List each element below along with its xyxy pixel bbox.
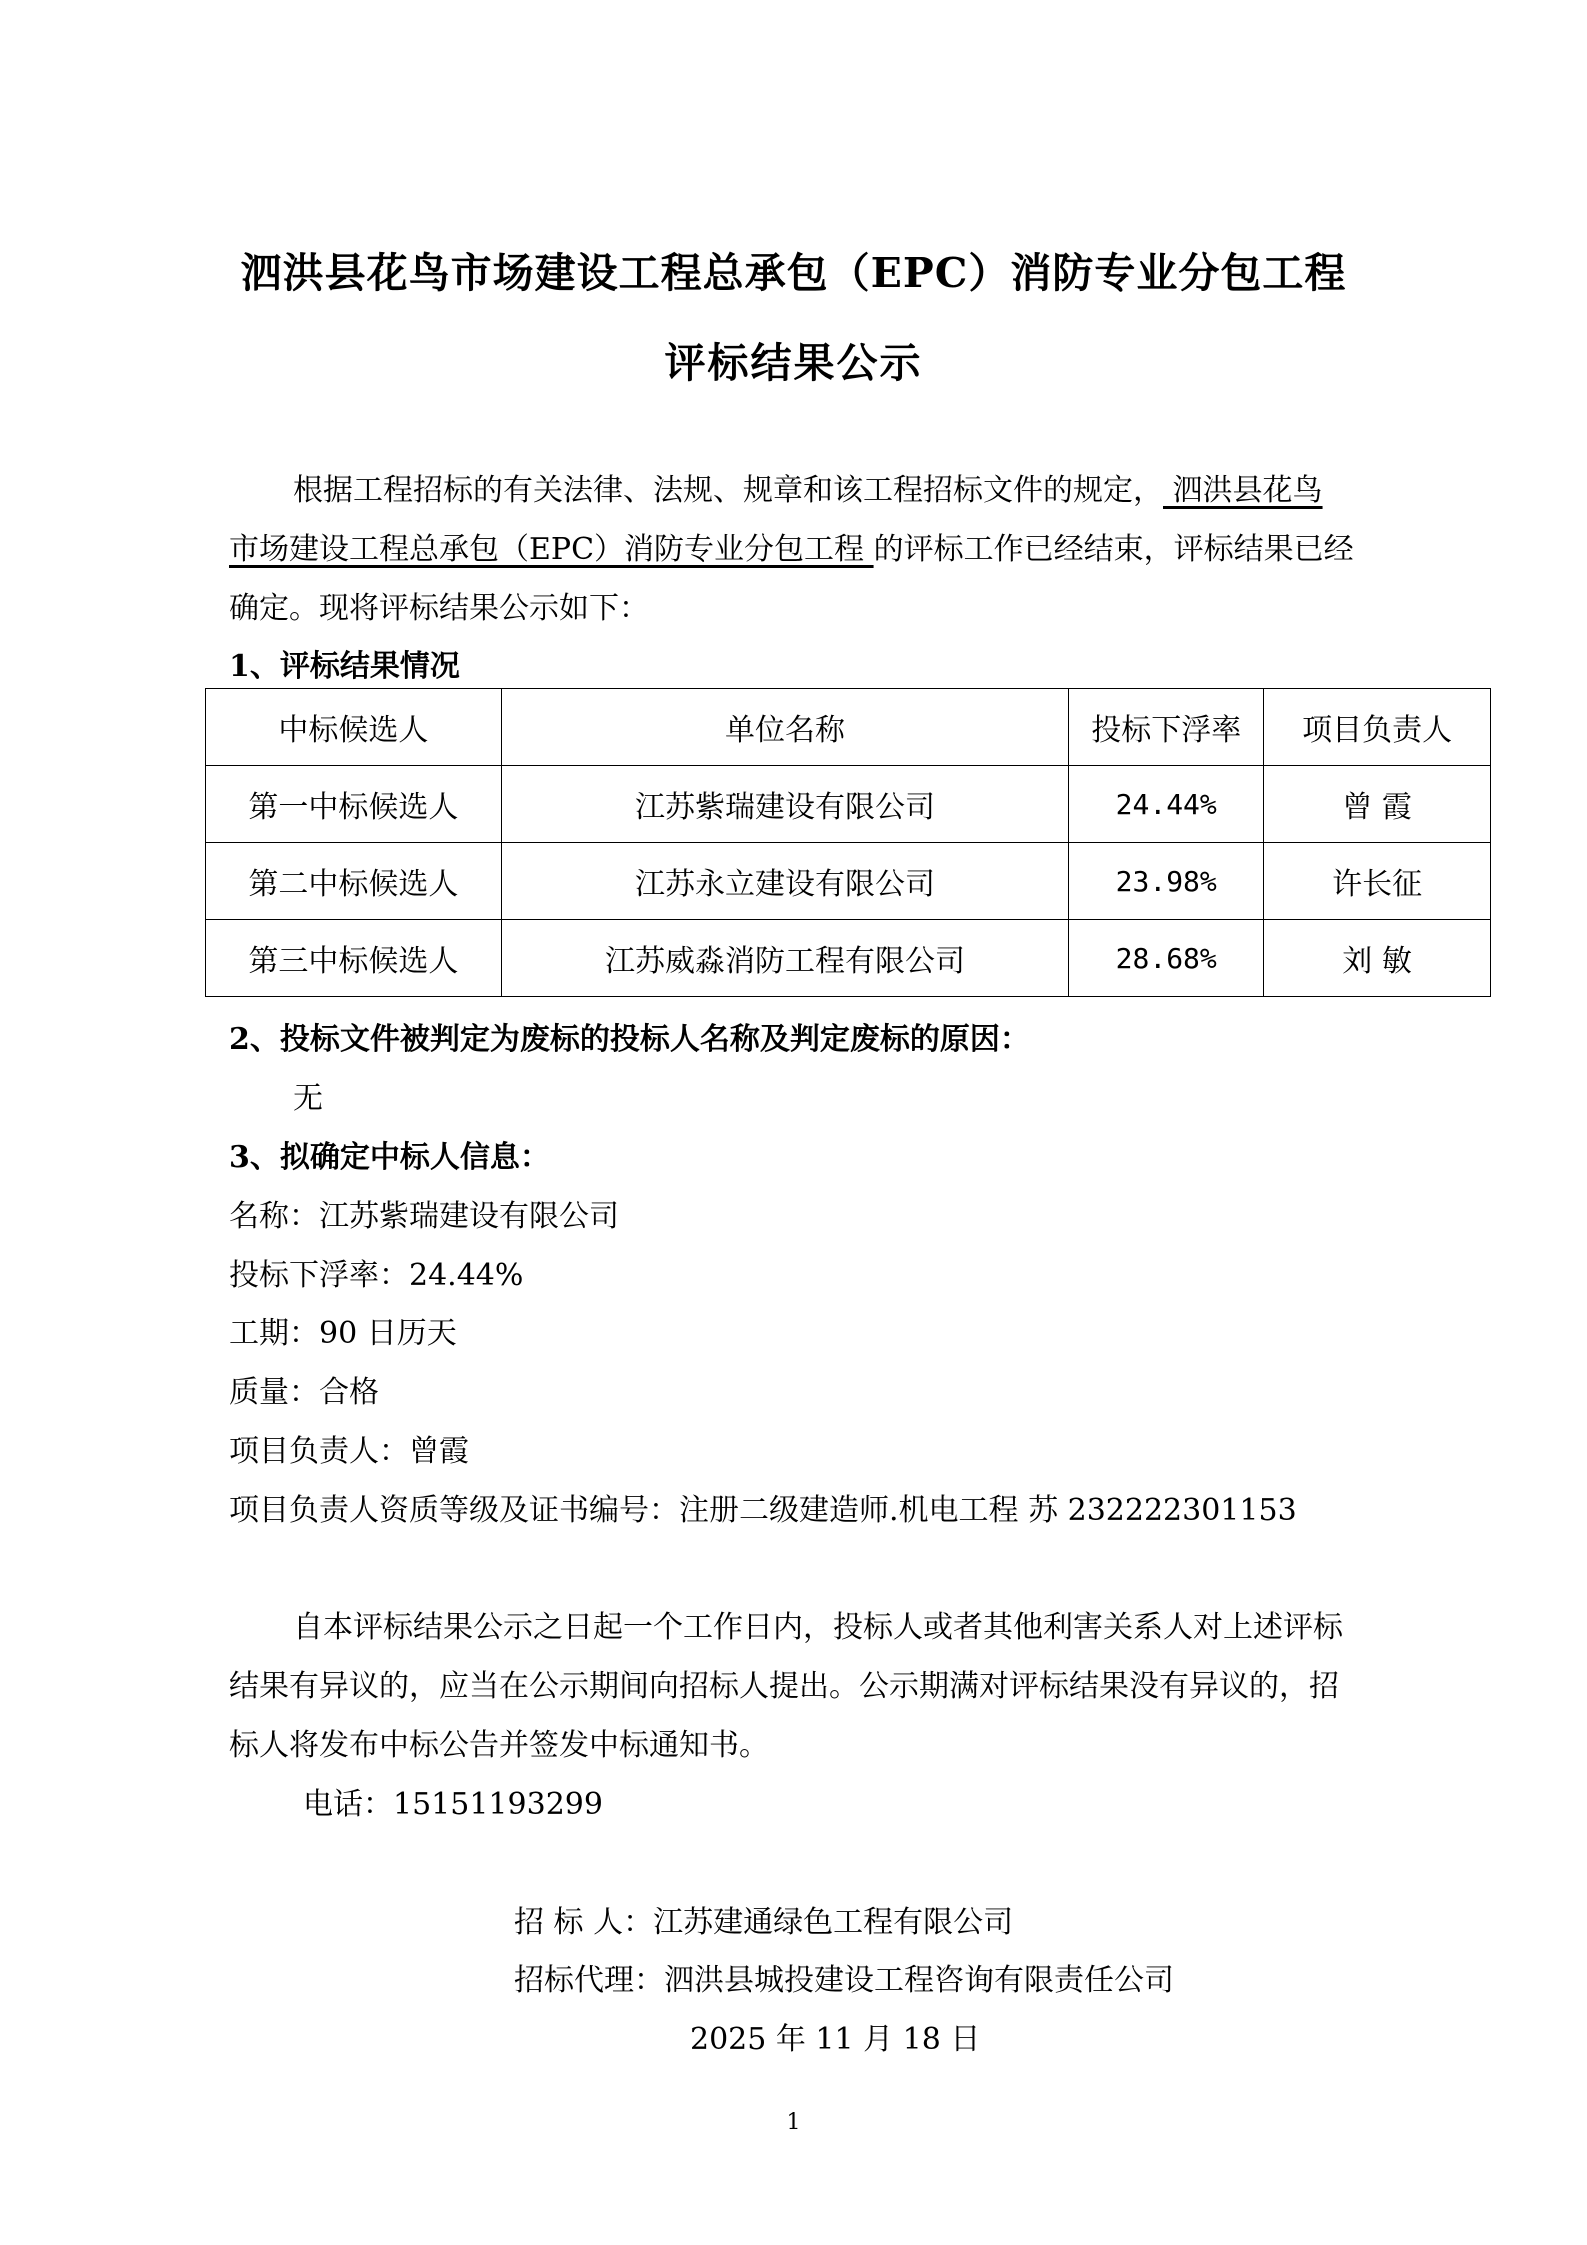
winner-duration: 工期：90 日历天	[229, 1316, 457, 1351]
table-row	[206, 766, 1491, 843]
candidate-rank: 第二中标候选人	[206, 843, 502, 920]
bid-rate: 24.44%	[1069, 766, 1264, 843]
project-name-part-1: 泗洪县花鸟	[1163, 473, 1323, 508]
project-manager: 曾 霞	[1264, 766, 1491, 843]
column-header: 中标候选人	[206, 689, 502, 766]
notice-line-1: 自本评标结果公示之日起一个工作日内，投标人或者其他利害关系人对上述评标	[293, 1610, 1343, 1645]
winner-name: 名称：江苏紫瑞建设有限公司	[229, 1199, 619, 1234]
winner-manager: 项目负责人：曾霞	[229, 1434, 469, 1469]
company-name: 江苏永立建设有限公司	[501, 843, 1068, 920]
notice-line-3: 标人将发布中标公告并签发中标通知书。	[229, 1728, 769, 1763]
tender-agent: 招标代理：泗洪县城投建设工程咨询有限责任公司	[514, 1963, 1174, 1998]
bid-rate: 28.68%	[1069, 920, 1264, 997]
intro-prefix: 根据工程招标的有关法律、法规、规章和该工程招标文件的规定，	[293, 473, 1163, 508]
section3-heading: 3、拟确定中标人信息：	[229, 1140, 550, 1175]
candidate-rank: 第三中标候选人	[206, 920, 502, 997]
bid-rate: 23.98%	[1069, 843, 1264, 920]
column-header: 投标下浮率	[1069, 689, 1264, 766]
table-row	[206, 920, 1491, 997]
intro-suffix-1: 的评标工作已经结束，评标结果已经	[873, 532, 1354, 567]
contact-phone: 电话：15151193299	[303, 1787, 603, 1822]
company-name: 江苏紫瑞建设有限公司	[501, 766, 1068, 843]
document-date: 2025 年 11 月 18 日	[690, 2022, 981, 2057]
intro-line-3: 确定。现将评标结果公示如下：	[229, 591, 649, 626]
section1-heading: 1、评标结果情况	[229, 649, 460, 684]
candidate-rank: 第一中标候选人	[206, 766, 502, 843]
section2-heading: 2、投标文件被判定为废标的投标人名称及判定废标的原因：	[229, 1022, 1030, 1057]
table-row	[206, 843, 1491, 920]
company-name: 江苏威淼消防工程有限公司	[501, 920, 1068, 997]
column-header: 项目负责人	[1264, 689, 1491, 766]
project-manager: 许长征	[1264, 843, 1491, 920]
winner-rate: 投标下浮率：24.44%	[229, 1258, 524, 1293]
project-name-part-2: 市场建设工程总承包（EPC）消防专业分包工程	[229, 532, 874, 567]
results-table	[205, 688, 1491, 997]
project-manager: 刘 敏	[1264, 920, 1491, 997]
winner-certificate: 项目负责人资质等级及证书编号：注册二级建造师.机电工程 苏 232222301153	[229, 1493, 1297, 1528]
document-title: 泗洪县花鸟市场建设工程总承包（EPC）消防专业分包工程	[240, 249, 1347, 297]
notice-line-2: 结果有异议的，应当在公示期间向招标人提出。公示期满对评标结果没有异议的，招	[229, 1669, 1339, 1704]
intro-line-2	[229, 520, 1354, 579]
page-number: 1	[786, 2110, 801, 2135]
document-subtitle: 评标结果公示	[664, 339, 923, 387]
winner-quality: 质量：合格	[229, 1375, 379, 1410]
tenderer: 招 标 人：江苏建通绿色工程有限公司	[514, 1905, 1014, 1940]
section2-content: 无	[293, 1081, 323, 1116]
intro-line-1	[293, 461, 1323, 520]
column-header: 单位名称	[501, 689, 1068, 766]
table-header-row	[206, 689, 1491, 766]
